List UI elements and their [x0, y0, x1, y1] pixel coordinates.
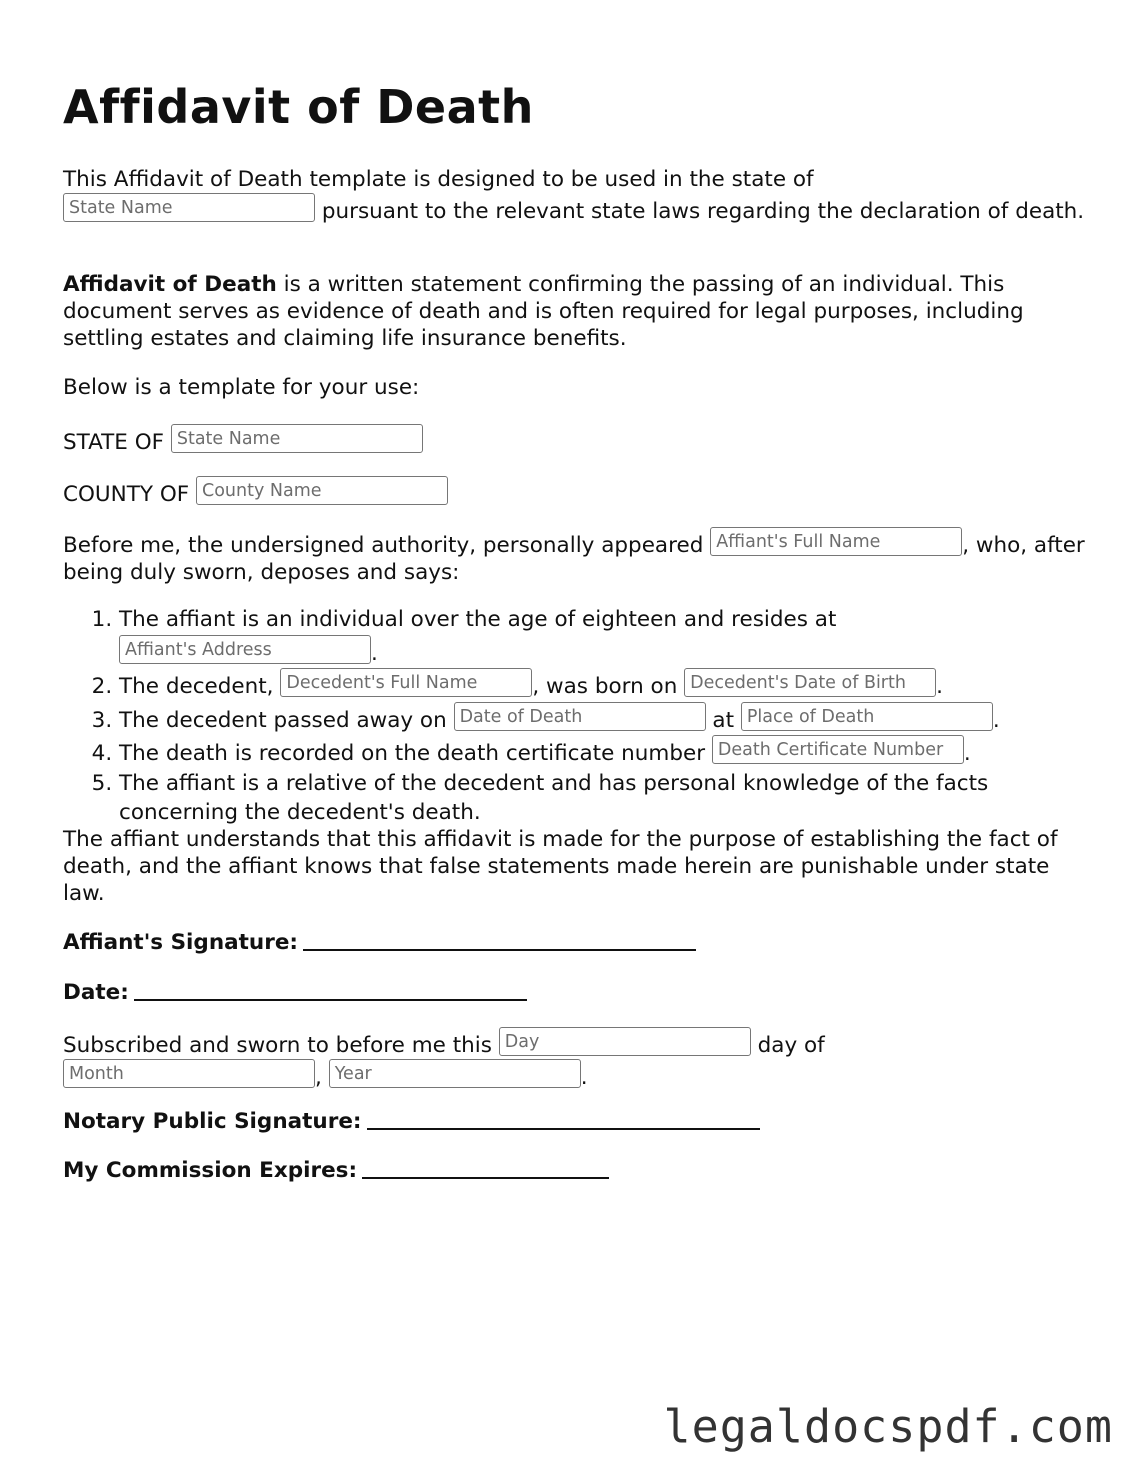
county-of-row: [63, 476, 1088, 508]
affiant-signature-line[interactable]: [303, 929, 696, 951]
list-item: [119, 605, 1088, 668]
notary-signature-line[interactable]: [367, 1108, 760, 1130]
item2-end: .: [936, 674, 944, 699]
item2-text: The decedent,: [119, 674, 274, 699]
affiant-name-field[interactable]: Affiant's Full Name: [710, 527, 962, 556]
item1-end: .: [371, 640, 378, 666]
commission-label: My Commission Expires:: [63, 1158, 358, 1183]
item3-text: The decedent passed away on: [119, 707, 447, 733]
month-field[interactable]: Month: [63, 1059, 315, 1088]
understanding-text: The affiant understands that this affidavit is made for the purpose of establishing the fact of death, and the affiant knows that false statements made herein are punishable under state law.: [63, 827, 1058, 906]
year-field[interactable]: Year: [329, 1059, 581, 1088]
sworn-before: Subscribed and sworn to before me this: [63, 1033, 492, 1058]
appearance-after: , who, after being duly sworn, deposes and says:: [63, 533, 1085, 585]
date-line[interactable]: [134, 979, 527, 1001]
intro-text-before: This Affidavit of Death template is designed to be used in the state of: [63, 167, 814, 192]
affiant-address-field[interactable]: Affiant's Address: [119, 635, 371, 664]
intro-paragraph: [63, 166, 1088, 225]
item5-text: The affiant is a relative of the decedent and has personal knowledge of the facts concerning the decedent's death.: [119, 770, 989, 825]
decedent-name-field[interactable]: Decedent's Full Name: [280, 668, 532, 697]
date-of-death-field[interactable]: Date of Death: [454, 702, 706, 731]
page-title: Affidavit of Death: [63, 80, 534, 134]
notary-signature-label: Notary Public Signature:: [63, 1109, 362, 1134]
appearance-paragraph: [63, 527, 1088, 586]
commission-line[interactable]: [362, 1157, 609, 1179]
item4-text: The death is recorded on the death certificate number: [119, 741, 706, 766]
date-label: Date:: [63, 980, 129, 1005]
definition-term: Affidavit of Death: [63, 272, 277, 297]
death-certificate-field[interactable]: Death Certificate Number: [712, 735, 964, 764]
template-intro: [63, 374, 1088, 401]
county-of-label: COUNTY OF: [63, 482, 190, 507]
list-item: [119, 668, 1088, 702]
affiant-signature-label: Affiant's Signature:: [63, 930, 298, 955]
state-of-row: [63, 424, 1088, 456]
state-of-label: STATE OF: [63, 430, 164, 455]
intro-state-field[interactable]: State Name: [63, 193, 315, 222]
county-of-field[interactable]: County Name: [196, 476, 448, 505]
state-of-field[interactable]: State Name: [171, 424, 423, 453]
definition-paragraph: [63, 271, 1088, 352]
list-item: [119, 769, 1088, 828]
sworn-end: .: [580, 1065, 588, 1090]
statements-list: [63, 605, 1088, 828]
definition-text: is a written statement confirming the passing of an individual. This document serves as evidence of death and is often required for legal purposes, including settling estates and claiming life insurance benefits.: [63, 272, 1024, 351]
item3-end: .: [992, 707, 1000, 733]
watermark: legaldocspdf.com: [663, 1400, 1113, 1453]
day-field[interactable]: Day: [499, 1027, 751, 1056]
item1-text: The affiant is an individual over the age of eighteen and resides at: [119, 607, 837, 632]
template-intro-text: Below is a template for your use:: [63, 375, 420, 400]
affiant-signature-row: [63, 929, 1088, 955]
item4-end: .: [963, 741, 971, 766]
commission-row: [63, 1157, 1088, 1183]
sworn-paragraph: [63, 1027, 1088, 1091]
list-item: [119, 735, 1088, 769]
appearance-before: Before me, the undersigned authority, personally appeared: [63, 533, 704, 558]
notary-signature-row: [63, 1108, 1088, 1134]
understanding-paragraph: [63, 826, 1088, 907]
sworn-day-of: day of: [757, 1033, 825, 1058]
intro-text-after: pursuant to the relevant state laws regarding the declaration of death.: [321, 199, 1085, 224]
date-row: [63, 979, 1088, 1005]
item3-mid: at: [712, 707, 735, 733]
sworn-comma: ,: [315, 1065, 322, 1090]
decedent-dob-field[interactable]: Decedent's Date of Birth: [684, 668, 936, 697]
list-item: [119, 702, 1088, 736]
item2-mid: , was born on: [532, 674, 678, 699]
place-of-death-field[interactable]: Place of Death: [741, 702, 993, 731]
